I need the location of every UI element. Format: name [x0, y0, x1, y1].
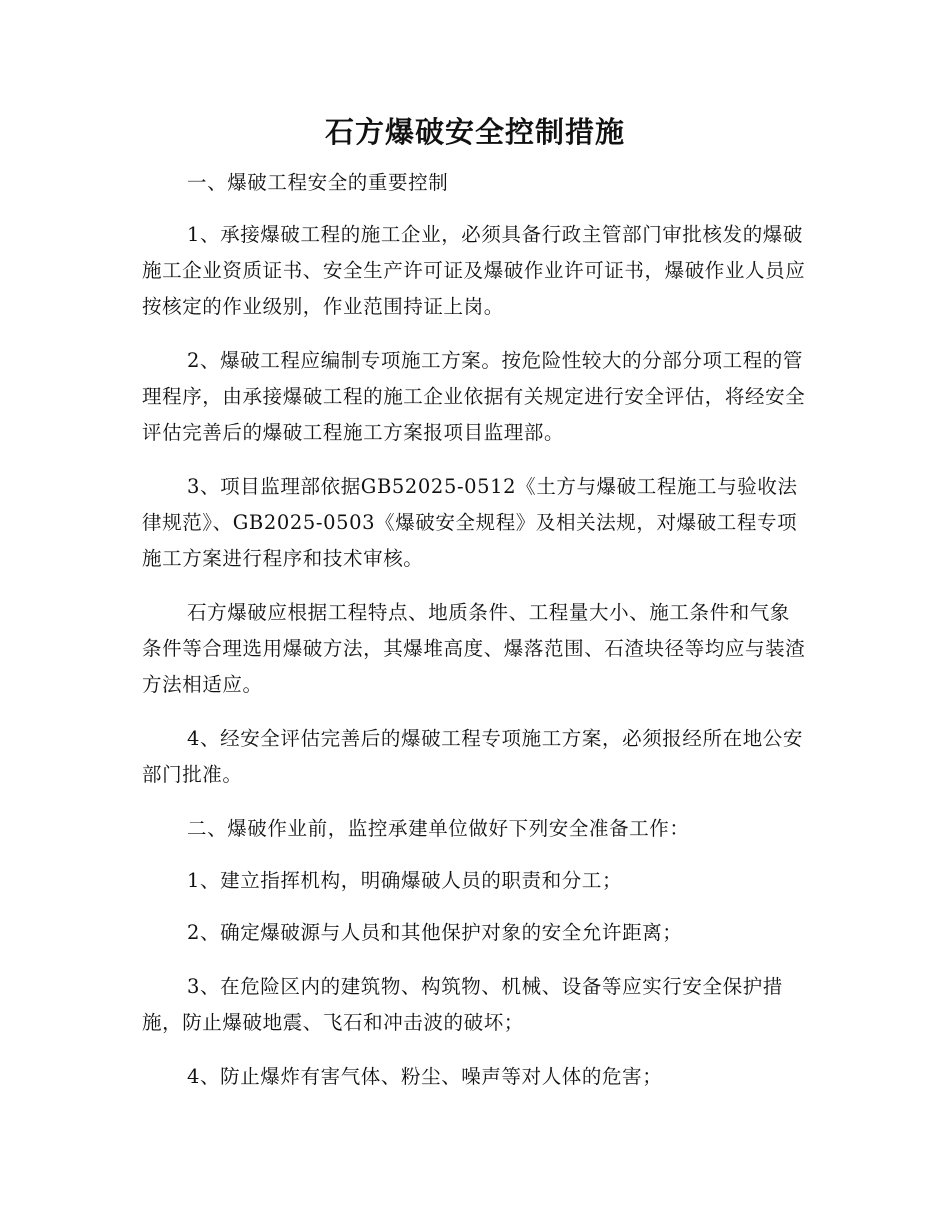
prep-item-2: 2、确定爆破源与人员和其他保护对象的安全允许距离； [187, 921, 683, 944]
prep-item-3: 3、在危险区内的建筑物、构筑物、机械、设备等应实行安全保护措施，防止爆破地震、飞石和冲击波的破坏； [142, 975, 783, 1034]
paragraph-item-3: 3、项目监理部依据GB52025-0512《土方与爆破工程施工与验收法律规范》、GB2025-0503《爆破安全规程》及相关法规，对爆破工程专项施工方案进行程序和技术审核。 [142, 475, 798, 570]
page-title: 石方爆破安全控制措施 [324, 115, 625, 149]
paragraph-item-4: 4、经安全评估完善后的爆破工程专项施工方案，必须报经所在地公安部门批准。 [142, 727, 804, 786]
section-heading-1: 一、爆破工程安全的重要控制 [187, 171, 449, 194]
section-heading-2: 二、爆破作业前，监控承建单位做好下列安全准备工作： [187, 817, 690, 840]
prep-item-4: 4、防止爆炸有害气体、粉尘、噪声等对人体的危害； [187, 1065, 663, 1088]
paragraph-item-2: 2、爆破工程应编制专项施工方案。按危险性较大的分部分项工程的管理程序，由承接爆破工程的施工企业依据有关规定进行安全评估，将经安全评估完善后的爆破工程施工方案报项目监理部。 [142, 349, 806, 444]
prep-item-1: 1、建立指挥机构，明确爆破人员的职责和分工； [187, 869, 623, 892]
paragraph-item-1: 1、承接爆破工程的施工企业，必须具备行政主管部门审批核发的爆破施工企业资质证书、安全生产许可证及爆破作业许可证书，爆破作业人员应按核定的作业级别，作业范围持证上岗。 [142, 223, 806, 318]
paragraph-blasting-method: 石方爆破应根据工程特点、地质条件、工程量大小、施工条件和气象条件等合理选用爆破方法，其爆堆高度、爆落范围、石渣块径等均应与装渣方法相适应。 [142, 601, 806, 696]
